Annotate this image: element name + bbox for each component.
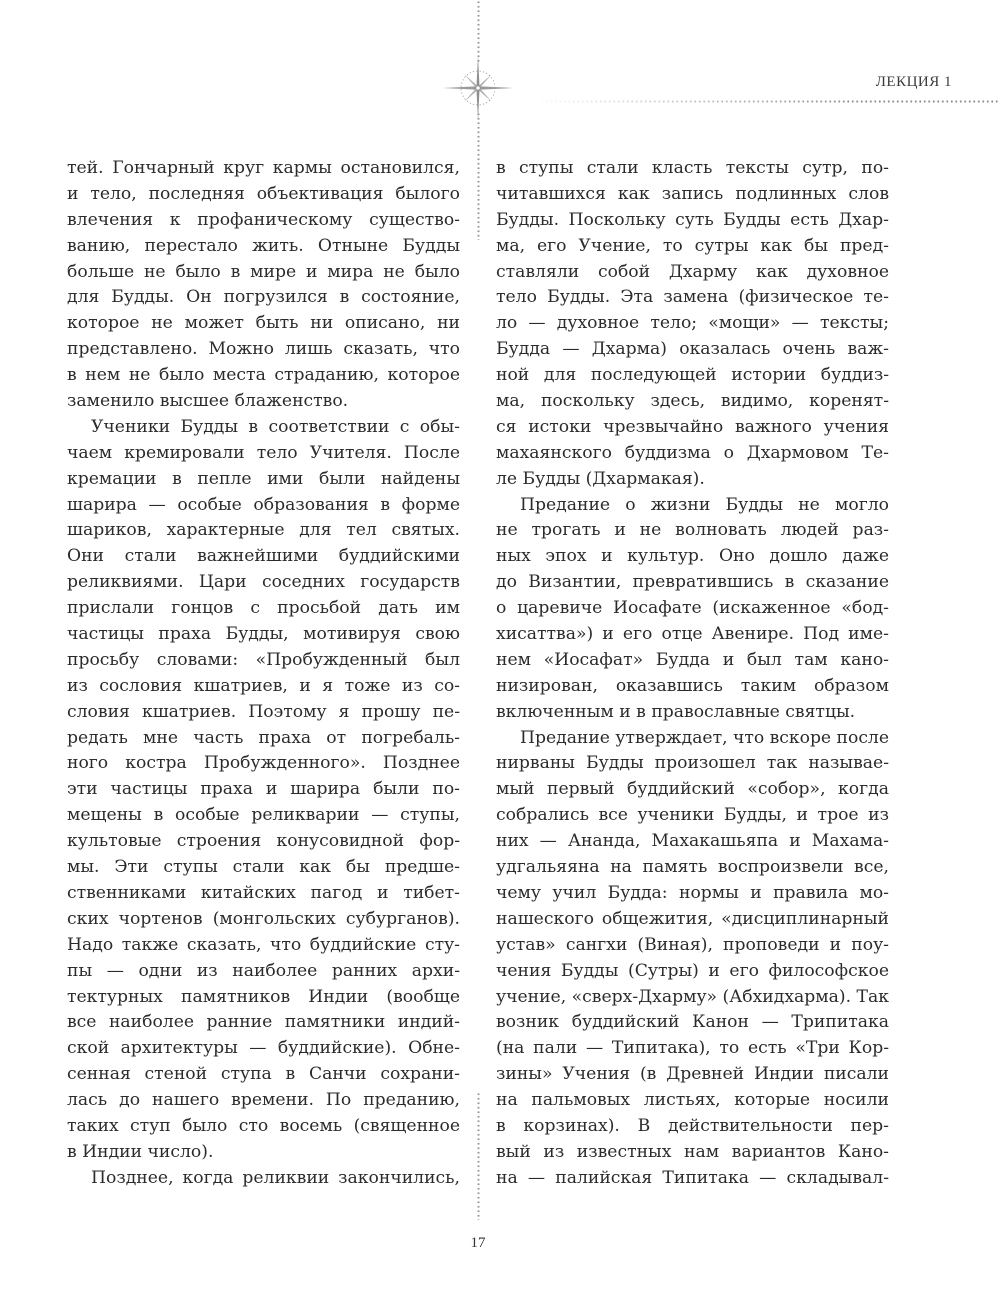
text-line: вый из известных нам вариантов Кано- xyxy=(496,1141,889,1162)
text-line: ственниками китайских пагод и тибет- xyxy=(67,882,460,903)
text-line: на пальмовых листьях, которые носили xyxy=(496,1090,889,1111)
text-line: мещены в особые реликварии — ступы, xyxy=(67,805,460,826)
text-line: удгальяяна на память воспроизвели все, xyxy=(496,857,889,878)
text-line: читавшихся как запись подлинных слов xyxy=(496,183,889,204)
left-column xyxy=(67,156,460,1192)
text-line: них — Ананда, Махакашьяпа и Махама- xyxy=(496,831,889,852)
text-line: чаем кремировали тело Учителя. После xyxy=(67,442,460,463)
text-line: все наиболее ранние памятники индий- xyxy=(67,1012,460,1033)
text-line: которое не может быть ни описано, ни xyxy=(67,313,460,334)
text-line: лась до нашего времени. По преданию, xyxy=(67,1090,460,1111)
text-line: нирваны Будды произошел так называе- xyxy=(496,753,889,774)
text-line: тей. Гончарный круг кармы остановился, xyxy=(67,158,460,178)
text-line: тело Будды. Эта замена (физическое те- xyxy=(496,287,889,308)
text-line: в корзинах). В действительности пер- xyxy=(496,1115,889,1136)
text-line: прислали гонцов с просьбой дать им xyxy=(67,598,460,619)
text-line: низирован, оказавшись таким образом xyxy=(496,675,889,696)
text-line: эти частицы праха и шарира были по- xyxy=(67,779,460,800)
text-line: в Индии число). xyxy=(67,1141,214,1162)
text-line: из сословия кшатриев, и я тоже из со- xyxy=(67,675,460,696)
text-line: чему учил Будда: нормы и правила мо- xyxy=(496,882,889,903)
text-line: ного костра Пробужденного». Позднее xyxy=(67,753,460,774)
page-number: 17 xyxy=(470,1235,486,1251)
text-line: шарира — особые образования в форме xyxy=(67,494,460,515)
text-line: возник буддийский Канон — Трипитака xyxy=(496,1012,889,1033)
text-line: ской архитектуры — буддийские). Обне- xyxy=(67,1038,460,1059)
text-line: ма, его Учение, то сутры как бы пред- xyxy=(496,235,889,256)
text-line: реликвиями. Цари соседних государств xyxy=(67,572,460,593)
text-line: пы — одни из наиболее ранних архи- xyxy=(67,960,460,981)
text-line: ло — духовное тело; «мощи» — тексты; xyxy=(496,313,889,334)
text-line: сенная стеной ступа в Санчи сохрани- xyxy=(67,1064,460,1085)
text-line: Надо также сказать, что буддийские сту- xyxy=(67,934,460,955)
text-line: Будда — Дхарма) оказалась очень важ- xyxy=(496,339,889,360)
text-line: ле Будды (Дхармакая). xyxy=(496,468,705,489)
text-line: о царевиче Иосафате (искаженное «бод- xyxy=(496,598,889,619)
text-line: редать мне часть праха от погребаль- xyxy=(67,727,460,748)
text-line: Позднее, когда реликвии закончились, xyxy=(91,1167,460,1188)
column-divider-upper xyxy=(477,112,480,240)
text-line: представлено. Можно лишь сказать, что xyxy=(67,339,460,360)
text-line: ных эпох и культур. Оно дошло даже xyxy=(496,546,889,567)
text-line: нем «Иосафат» Будда и был там кано- xyxy=(496,649,889,670)
text-line: ванию, перестало жить. Отныне Будды xyxy=(67,235,460,256)
text-line: на — палийская Типитака — складывал- xyxy=(496,1167,889,1188)
text-line: Ученики Будды в соответствии с обы- xyxy=(91,416,460,437)
text-line: словия кшатриев. Поэтому я прошу пе- xyxy=(67,701,460,722)
text-line: Они стали важнейшими буддийскими xyxy=(67,546,460,567)
running-head: ЛЕКЦИЯ 1 xyxy=(875,74,952,90)
text-line: чения Будды (Сутры) и его философское xyxy=(496,960,889,981)
text-line: учение, «сверх-Дхарму» (Абхидхарма). Так xyxy=(496,986,889,1007)
text-line: ставляли собой Дхарму как духовное xyxy=(496,261,889,282)
text-line: просьбу словами: «Пробужденный был xyxy=(67,649,460,670)
text-line: таких ступ было сто восемь (священное xyxy=(67,1115,460,1136)
text-line: ских чортенов (монгольских субурганов). xyxy=(67,908,460,929)
text-line: не трогать и не волновать людей раз- xyxy=(496,520,889,541)
text-line: ма, поскольку здесь, видимо, коренят- xyxy=(496,391,889,412)
right-column xyxy=(496,156,889,1192)
text-line: хисаттва») и его отце Авенире. Под име- xyxy=(496,624,889,645)
text-line: (на пали — Типитака), то есть «Три Кор- xyxy=(496,1038,889,1059)
text-line: и тело, последняя объективация былого xyxy=(67,183,460,204)
text-line: кремации в пепле ими были найдены xyxy=(67,468,460,489)
column-divider-top xyxy=(477,0,480,62)
text-line: для Будды. Он погрузился в состояние, xyxy=(67,287,460,308)
text-line: культовые строения конусовидной фор- xyxy=(67,831,460,852)
text-line: больше не было в мире и мира не было xyxy=(67,261,460,282)
text-line: собрались все ученики Будды, и трое из xyxy=(496,805,889,826)
text-line: ной для последующей истории буддиз- xyxy=(496,365,889,386)
text-line: ся истоки чрезвычайно важного учения xyxy=(496,416,889,437)
text-line: зины» Учения (в Древней Индии писали xyxy=(496,1064,889,1085)
text-line: Предание утверждает, что вскоре после xyxy=(520,727,889,748)
text-line: заменило высшее блаженство. xyxy=(67,391,349,412)
text-line: частицы праха Будды, мотивируя свою xyxy=(67,624,460,645)
text-line: Предание о жизни Будды не могло xyxy=(520,494,889,515)
text-line: шариков, характерные для тел святых. xyxy=(67,520,460,541)
column-divider-lower xyxy=(477,1092,480,1220)
header-dotted-rule xyxy=(540,100,1000,103)
text-line: нашеского общежития, «дисциплинарный xyxy=(496,908,889,929)
text-line: тектурных памятников Индии (вообще xyxy=(67,986,460,1007)
text-line: мый первый буддийский «собор», когда xyxy=(496,779,889,800)
text-line: устав» сангхи (Виная), проповеди и поу- xyxy=(496,934,889,955)
text-line: до Византии, превратившись в сказание xyxy=(496,572,889,593)
text-line: мы. Эти ступы стали как бы предше- xyxy=(67,857,460,878)
text-line: влечения к профаническому существо- xyxy=(67,209,460,230)
text-line: Будды. Поскольку суть Будды есть Дхар- xyxy=(496,209,889,230)
text-line: махаянского буддизма о Дхармовом Те- xyxy=(496,442,889,463)
text-line: в нем не было места страданию, которое xyxy=(67,365,460,386)
text-line: в ступы стали класть тексты сутр, по- xyxy=(496,158,889,178)
text-line: включенным и в православные святцы. xyxy=(496,701,856,722)
